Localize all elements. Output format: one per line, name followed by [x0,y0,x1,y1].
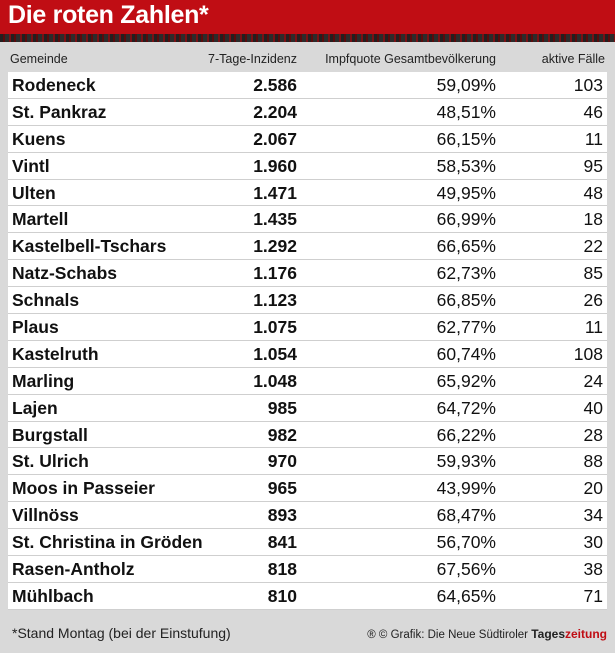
table-row [8,448,607,475]
footnote: *Stand Montag (bei der Einstufung) [12,625,231,641]
cell-faelle: 11 [584,128,603,149]
cell-inzidenz: 818 [267,559,297,580]
title-banner [0,0,615,34]
page-title: Die roten Zahlen* [8,1,209,29]
table-row [8,475,607,502]
cell-gemeinde: Burgstall [12,424,88,445]
cell-faelle: 46 [583,101,603,122]
cell-impfquote: 62,73% [436,263,496,284]
cell-gemeinde: Villnöss [12,505,79,526]
table-row [8,153,607,180]
table-row [8,583,607,610]
cell-faelle: 85 [583,263,603,284]
cell-gemeinde: Kuens [12,128,66,149]
cell-faelle: 71 [583,585,603,606]
cell-inzidenz: 1.176 [253,263,297,284]
table-row [8,206,607,233]
cell-faelle: 18 [583,209,603,230]
cell-gemeinde: Marling [12,370,75,391]
cell-gemeinde: St. Christina in Gröden [12,532,203,553]
column-header-impfquote: Impfquote Gesamtbevölkerung [325,52,496,66]
cell-faelle: 108 [573,343,603,364]
cell-impfquote: 66,65% [436,236,496,257]
table-row [8,395,607,422]
table-row [8,287,607,314]
cell-faelle: 11 [584,317,603,338]
table-row [8,556,607,583]
cell-faelle: 26 [583,290,603,311]
banner-texture [0,34,615,42]
cell-gemeinde: Vintl [12,155,50,176]
cell-inzidenz: 893 [267,505,297,526]
cell-gemeinde: Moos in Passeier [12,478,155,499]
cell-impfquote: 66,22% [436,424,496,445]
cell-faelle: 22 [583,236,603,257]
cell-impfquote: 66,15% [436,128,496,149]
cell-inzidenz: 1.471 [253,182,297,203]
cell-inzidenz: 841 [267,532,297,553]
cell-faelle: 30 [583,532,603,553]
cell-faelle: 40 [583,397,603,418]
table-row [8,260,607,287]
cell-impfquote: 64,72% [436,397,496,418]
table-row [8,180,607,207]
cell-faelle: 20 [583,478,603,499]
cell-faelle: 95 [583,155,603,176]
cell-inzidenz: 1.123 [253,290,297,311]
column-header-gemeinde: Gemeinde [10,52,68,66]
table-row [8,99,607,126]
cell-impfquote: 58,53% [436,155,496,176]
cell-inzidenz: 810 [267,585,297,606]
cell-inzidenz: 982 [267,424,297,445]
cell-impfquote: 56,70% [436,532,496,553]
cell-faelle: 88 [583,451,603,472]
cell-impfquote: 59,93% [436,451,496,472]
table-body [8,72,607,610]
cell-inzidenz: 1.292 [253,236,297,257]
cell-faelle: 48 [583,182,603,203]
cell-gemeinde: Rodeneck [12,75,96,95]
cell-inzidenz: 2.204 [253,101,297,122]
footer [0,616,615,653]
column-header-faelle: aktive Fälle [541,52,605,66]
logo-part-tages: Tages [531,627,565,641]
cell-impfquote: 43,99% [436,478,496,499]
cell-inzidenz: 1.054 [253,343,297,364]
cell-impfquote: 62,77% [436,317,496,338]
cell-gemeinde: Schnals [12,290,80,311]
cell-gemeinde: St. Pankraz [12,101,107,122]
credit-text: ® © Grafik: Die Neue Südtiroler [367,629,528,641]
cell-impfquote: 65,92% [436,370,496,391]
cell-inzidenz: 1.435 [253,209,297,230]
cell-impfquote: 68,47% [436,505,496,526]
table-row [8,233,607,260]
cell-gemeinde: St. Ulrich [12,451,89,472]
cell-inzidenz: 1.075 [253,317,297,338]
cell-inzidenz: 2.067 [253,128,297,149]
cell-gemeinde: Rasen-Antholz [12,559,135,580]
cell-gemeinde: Ulten [12,182,56,203]
cell-impfquote: 49,95% [436,182,496,203]
cell-inzidenz: 1.048 [253,370,297,391]
table-row [8,529,607,556]
cell-impfquote: 60,74% [436,343,496,364]
cell-inzidenz: 2.586 [253,75,297,95]
publisher-logo [531,627,607,641]
cell-gemeinde: Lajen [12,397,58,418]
table-row [8,422,607,449]
cell-gemeinde: Kastelruth [12,343,99,364]
cell-faelle: 28 [583,424,603,445]
cell-inzidenz: 1.960 [253,155,297,176]
cell-inzidenz: 985 [267,397,297,418]
table-row [8,314,607,341]
table-row [8,341,607,368]
table-row [8,368,607,395]
cell-impfquote: 48,51% [436,101,496,122]
cell-gemeinde: Plaus [12,317,59,338]
cell-faelle: 38 [583,559,603,580]
cell-gemeinde: Martell [12,209,69,230]
table-row [8,126,607,153]
cell-impfquote: 66,99% [436,209,496,230]
table-row [8,502,607,529]
cell-faelle: 24 [583,370,603,391]
cell-impfquote: 59,09% [436,75,496,95]
table-header [0,42,615,70]
table-row [8,72,607,99]
cell-inzidenz: 970 [267,451,297,472]
cell-gemeinde: Natz-Schabs [12,263,118,284]
cell-impfquote: 67,56% [436,559,496,580]
credit [367,627,607,641]
logo-part-zeitung: zeitung [565,627,607,641]
cell-gemeinde: Mühlbach [12,585,94,606]
cell-faelle: 34 [583,505,603,526]
cell-inzidenz: 965 [267,478,297,499]
cell-faelle: 103 [573,75,603,95]
column-header-inzidenz: 7-Tage-Inzidenz [208,52,297,66]
cell-impfquote: 64,65% [436,585,496,606]
cell-impfquote: 66,85% [436,290,496,311]
cell-gemeinde: Kastelbell-Tschars [12,236,167,257]
